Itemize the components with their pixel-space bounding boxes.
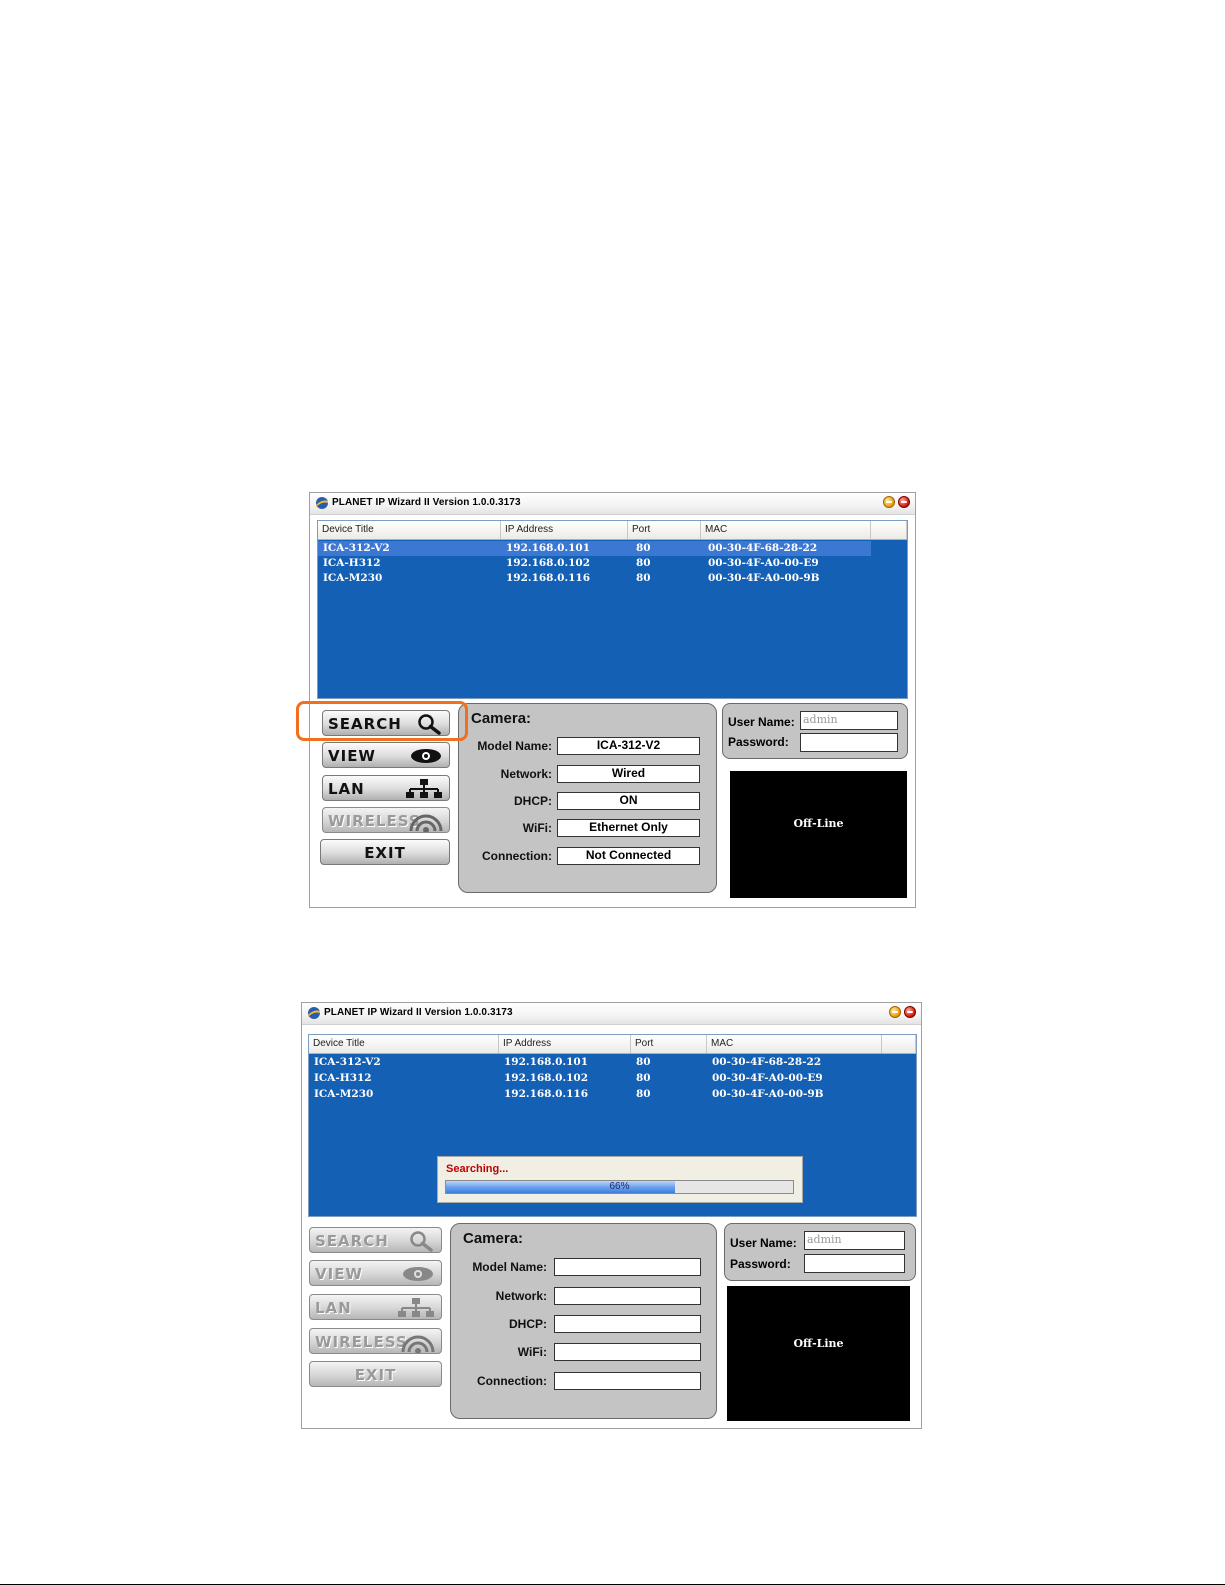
cell-ip: 192.168.0.116 xyxy=(504,1088,589,1100)
planet-logo-icon xyxy=(315,496,329,510)
cell-port: 80 xyxy=(636,542,651,554)
lan-button[interactable]: LAN xyxy=(309,1294,442,1320)
minimize-icon[interactable] xyxy=(889,1006,901,1018)
cell-mac: 00-30-4F-A0-00-E9 xyxy=(712,1072,823,1084)
cell-mac: 00-30-4F-A0-00-9B xyxy=(708,572,820,584)
camera-title: Camera: xyxy=(471,710,532,727)
wifi-label: WiFi: xyxy=(517,1345,547,1359)
window-title: PLANET IP Wizard II Version 1.0.0.3173 xyxy=(324,1007,513,1018)
device-list[interactable] xyxy=(317,520,908,699)
video-preview xyxy=(727,1286,910,1421)
device-list-header xyxy=(309,1035,916,1054)
table-row[interactable] xyxy=(318,541,871,556)
connection-label: Connection: xyxy=(482,849,552,863)
column-device-title[interactable]: Device Title xyxy=(318,521,501,539)
connection-field xyxy=(554,1372,701,1390)
wifi-field: Ethernet Only xyxy=(557,819,700,837)
search-icon xyxy=(407,1230,435,1252)
login-panel xyxy=(724,1223,916,1281)
cell-port: 80 xyxy=(636,1072,651,1084)
close-icon[interactable] xyxy=(898,496,910,508)
password-label: Password: xyxy=(730,1257,791,1271)
cell-port: 80 xyxy=(636,1088,651,1100)
title-bar xyxy=(302,1003,921,1025)
planet-logo-icon xyxy=(307,1006,321,1020)
eye-icon xyxy=(401,1263,435,1285)
dhcp-field: ON xyxy=(557,792,700,810)
column-blank xyxy=(871,521,907,539)
cell-device-title: ICA-H312 xyxy=(323,557,381,569)
camera-title: Camera: xyxy=(463,1230,524,1247)
column-port[interactable]: Port xyxy=(628,521,701,539)
network-label: Network: xyxy=(495,1289,547,1303)
wireless-icon xyxy=(409,810,443,832)
network-field: Wired xyxy=(557,765,700,783)
video-status: Off-Line xyxy=(793,1337,844,1350)
minimize-icon[interactable] xyxy=(883,496,895,508)
wireless-button[interactable]: WIRELESS xyxy=(309,1328,442,1354)
connection-field: Not Connected xyxy=(557,847,700,865)
searching-title: Searching... xyxy=(446,1163,509,1175)
column-mac[interactable]: MAC xyxy=(701,521,871,539)
cell-ip: 192.168.0.101 xyxy=(504,1056,589,1068)
column-blank xyxy=(882,1035,916,1053)
search-button[interactable]: SEARCH xyxy=(322,710,450,736)
exit-button[interactable]: EXIT xyxy=(309,1361,442,1387)
searching-dialog xyxy=(437,1156,803,1203)
device-list-header xyxy=(318,521,907,540)
camera-panel xyxy=(450,1223,717,1419)
model-name-field xyxy=(554,1258,701,1276)
column-port[interactable]: Port xyxy=(631,1035,707,1053)
view-button[interactable]: VIEW xyxy=(322,742,450,768)
view-button[interactable]: VIEW xyxy=(309,1260,442,1286)
cell-mac: 00-30-4F-A0-00-9B xyxy=(712,1088,824,1100)
wifi-field xyxy=(554,1343,701,1361)
table-row[interactable] xyxy=(318,571,871,586)
cell-mac: 00-30-4F-68-28-22 xyxy=(708,542,818,554)
login-panel xyxy=(722,703,908,759)
user-name-input[interactable]: admin xyxy=(800,711,898,730)
cell-port: 80 xyxy=(636,557,651,569)
ip-wizard-window-2 xyxy=(301,1002,922,1429)
search-highlight-box xyxy=(296,701,468,741)
title-bar xyxy=(310,493,915,515)
network-label: Network: xyxy=(500,767,552,781)
cell-port: 80 xyxy=(636,572,651,584)
column-device-title[interactable]: Device Title xyxy=(309,1035,499,1053)
model-name-label: Model Name: xyxy=(472,1260,547,1274)
cell-ip: 192.168.0.102 xyxy=(504,1072,589,1084)
camera-panel xyxy=(458,703,717,893)
model-name-label: Model Name: xyxy=(477,739,552,753)
connection-label: Connection: xyxy=(477,1374,547,1388)
window-title: PLANET IP Wizard II Version 1.0.0.3173 xyxy=(332,497,521,508)
column-ip-address[interactable]: IP Address xyxy=(499,1035,631,1053)
wireless-button[interactable]: WIRELESS xyxy=(322,807,450,833)
table-row[interactable] xyxy=(309,1071,882,1086)
password-input[interactable] xyxy=(804,1254,905,1273)
password-label: Password: xyxy=(728,735,789,749)
dhcp-label: DHCP: xyxy=(514,794,552,808)
cell-ip: 192.168.0.101 xyxy=(506,542,591,554)
search-button[interactable]: SEARCH xyxy=(309,1227,442,1253)
column-ip-address[interactable]: IP Address xyxy=(501,521,628,539)
cell-mac: 00-30-4F-68-28-22 xyxy=(712,1056,822,1068)
cell-port: 80 xyxy=(636,1056,651,1068)
exit-button[interactable]: EXIT xyxy=(320,839,450,865)
search-progress-bar xyxy=(445,1180,794,1194)
table-row[interactable] xyxy=(318,556,871,571)
video-status: Off-Line xyxy=(793,817,844,830)
cell-device-title: ICA-312-V2 xyxy=(314,1056,381,1068)
user-name-input[interactable]: admin xyxy=(804,1231,905,1250)
close-icon[interactable] xyxy=(904,1006,916,1018)
eye-icon xyxy=(409,745,443,767)
cell-device-title: ICA-312-V2 xyxy=(323,542,390,554)
model-name-field: ICA-312-V2 xyxy=(557,737,700,755)
table-row[interactable] xyxy=(309,1055,882,1070)
cell-ip: 192.168.0.116 xyxy=(506,572,591,584)
progress-text: 66% xyxy=(609,1181,630,1192)
user-name-label: User Name: xyxy=(728,715,795,729)
device-list[interactable] xyxy=(308,1034,917,1217)
cell-ip: 192.168.0.102 xyxy=(506,557,591,569)
column-mac[interactable]: MAC xyxy=(707,1035,882,1053)
user-name-label: User Name: xyxy=(730,1236,797,1250)
network-icon xyxy=(397,1297,435,1319)
wifi-label: WiFi: xyxy=(522,821,552,835)
video-preview xyxy=(730,771,907,898)
network-field xyxy=(554,1287,701,1305)
cell-device-title: ICA-M230 xyxy=(323,572,383,584)
cell-mac: 00-30-4F-A0-00-E9 xyxy=(708,557,819,569)
table-row[interactable] xyxy=(309,1087,882,1102)
cell-device-title: ICA-H312 xyxy=(314,1072,372,1084)
ip-wizard-window-1 xyxy=(309,492,916,908)
lan-button[interactable]: LAN xyxy=(322,775,450,801)
dhcp-field xyxy=(554,1315,701,1333)
cell-device-title: ICA-M230 xyxy=(314,1088,374,1100)
dhcp-label: DHCP: xyxy=(509,1317,547,1331)
network-icon xyxy=(405,778,443,800)
wireless-icon xyxy=(401,1331,435,1353)
password-input[interactable] xyxy=(800,733,898,752)
